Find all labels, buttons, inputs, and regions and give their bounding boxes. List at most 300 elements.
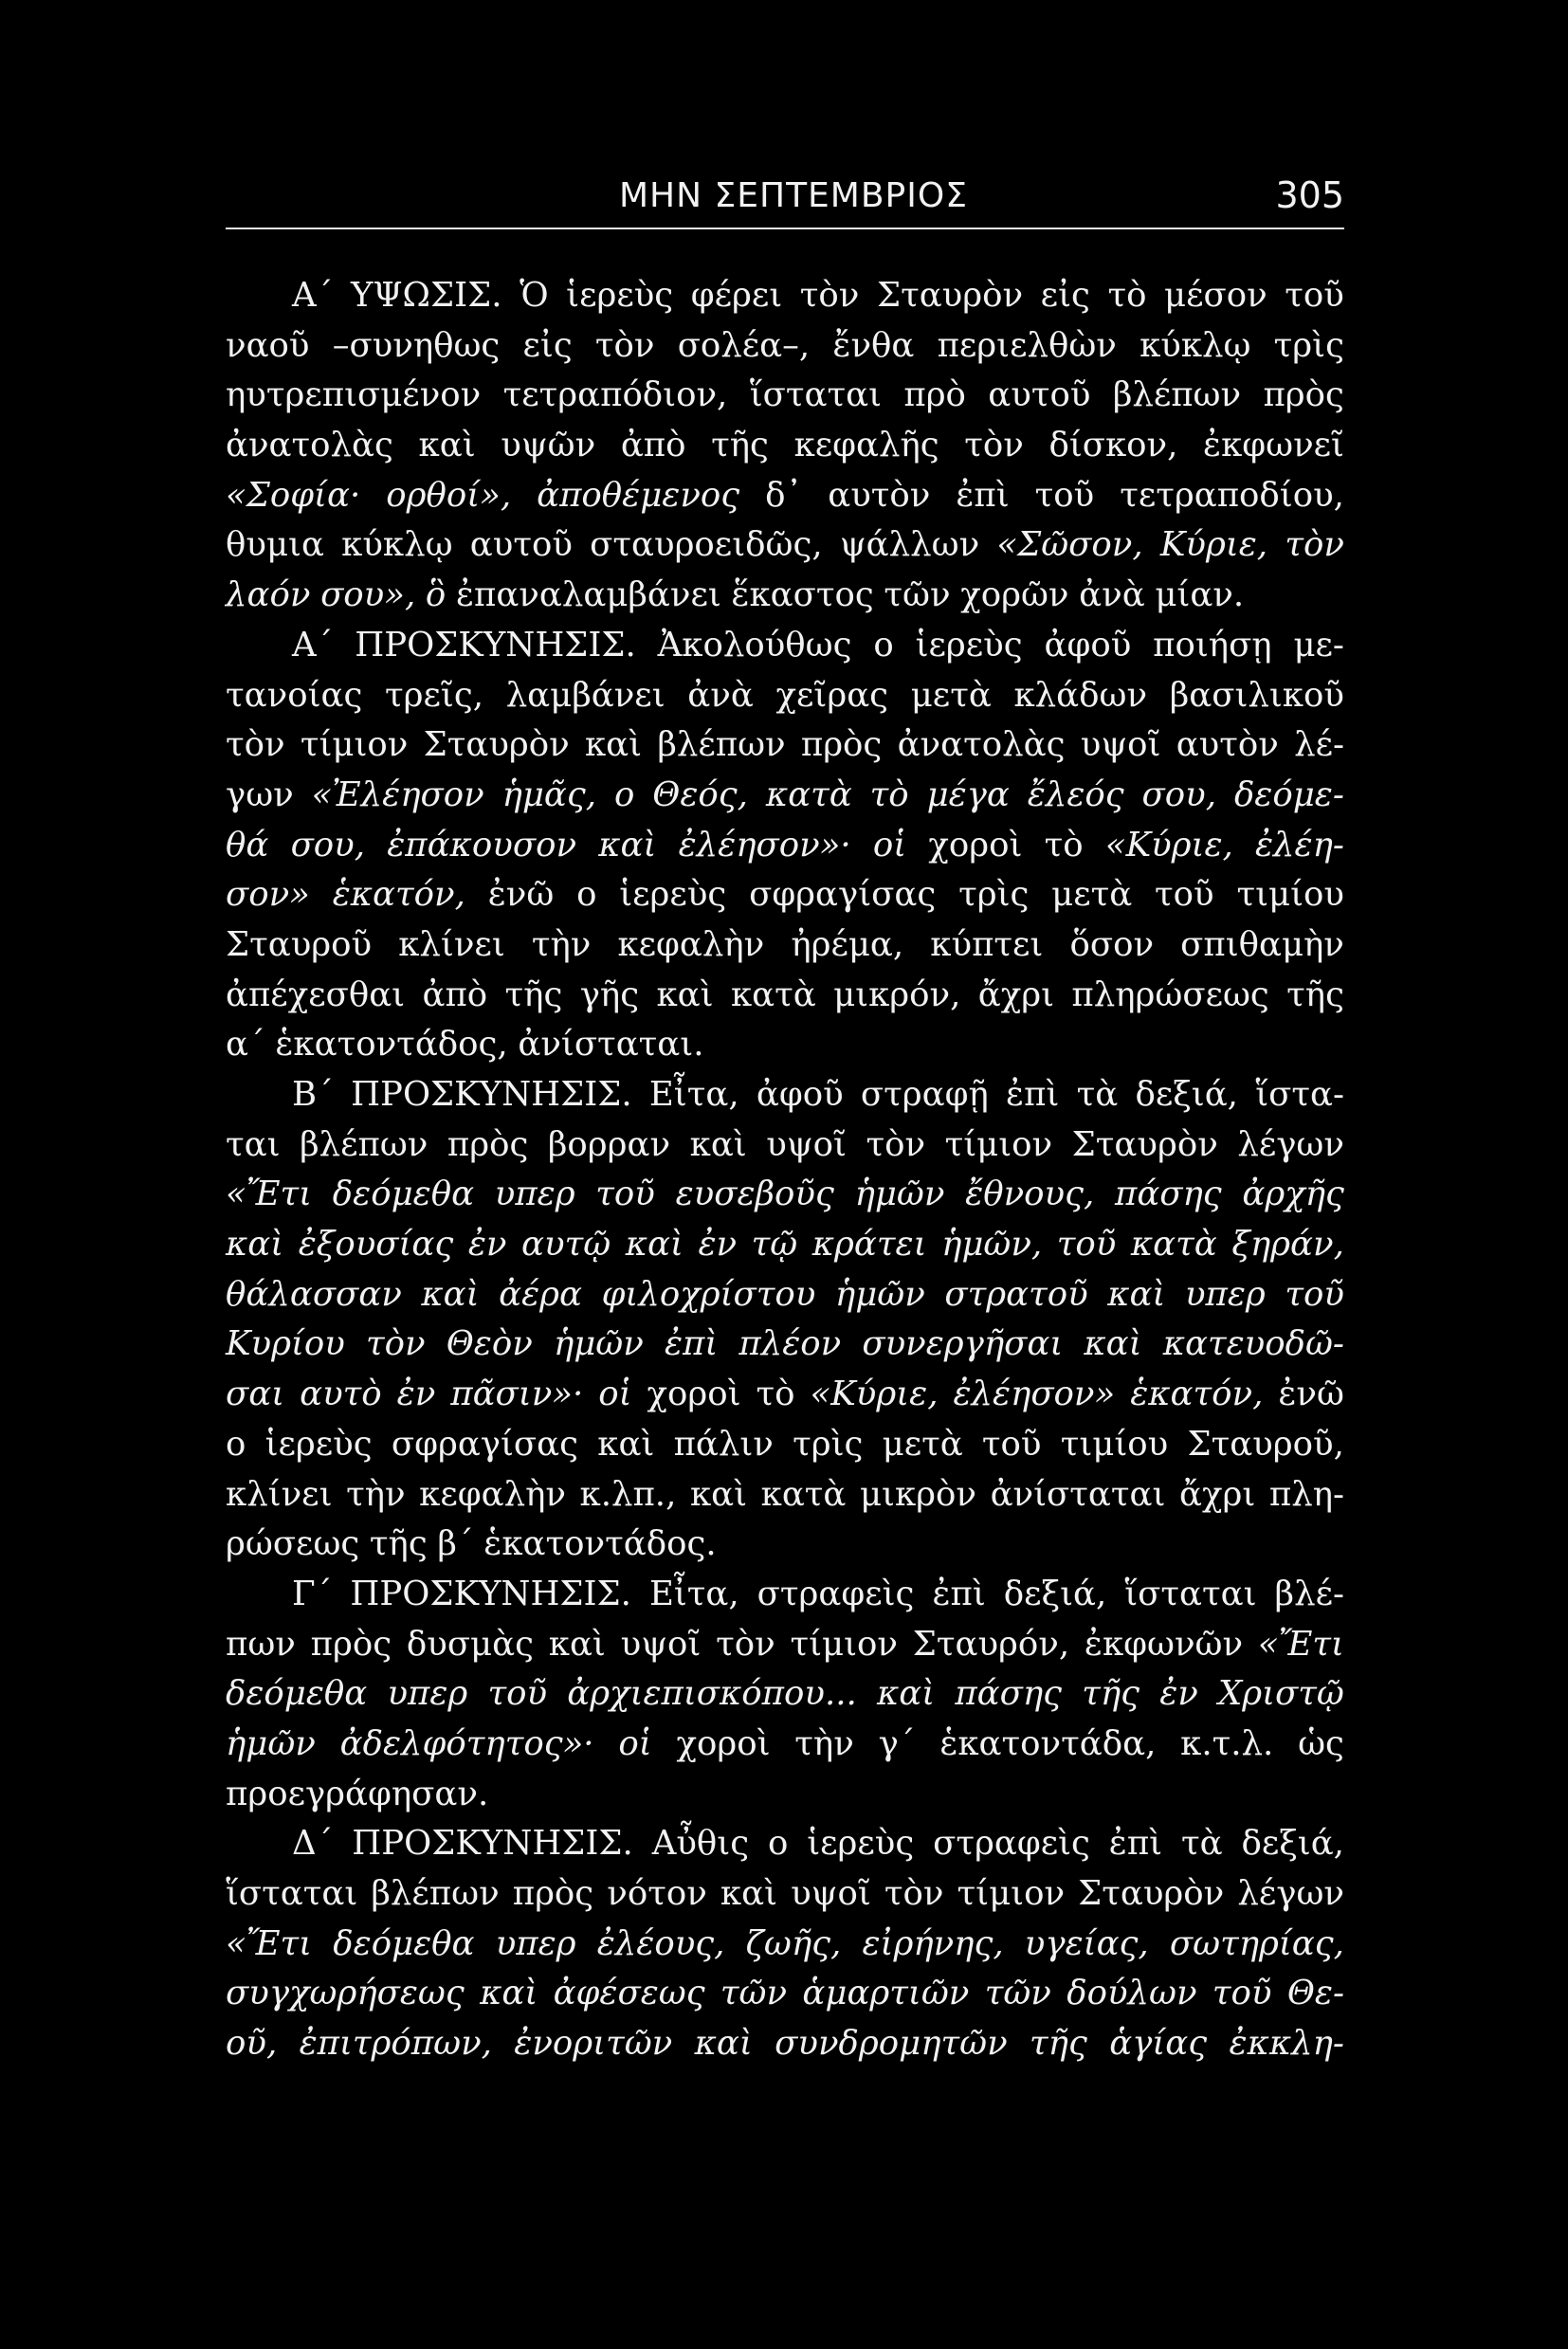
word: β΄ — [437, 1524, 474, 1564]
word: ἱερεὺς — [566, 276, 674, 315]
word: βορραν — [547, 1124, 671, 1164]
word: γων — [226, 774, 294, 814]
word: πάλιν — [673, 1424, 774, 1464]
running-title: ΜΗΝ ΣΕΠΤΕΜΒΡΙΟΣ — [619, 176, 968, 215]
word: καὶ — [226, 1225, 284, 1265]
word: ηυτρεπισμένον — [226, 375, 482, 415]
word: τὸ — [1107, 276, 1147, 315]
word: ΠΡΟΣΚΥΝΗΣΙΣ. — [352, 1824, 633, 1864]
word: ρώσεως — [226, 1524, 360, 1564]
word: υπερ — [387, 1674, 468, 1714]
word: Θε- — [1286, 1974, 1344, 2013]
word: Σταυροῦ — [226, 924, 373, 964]
text-line — [226, 771, 1344, 821]
word: σπιθαμὴν — [1180, 924, 1344, 964]
text-line — [226, 1170, 1344, 1220]
word: ἐλέησον» — [953, 1375, 1116, 1414]
word: τοῦ — [1285, 276, 1344, 315]
word: ἐπὶ — [1006, 1075, 1060, 1114]
word: καὶ — [625, 1225, 684, 1265]
word: τοῦ — [487, 1674, 548, 1714]
word: Σταυροῦ, — [1187, 1424, 1344, 1464]
word: εἰρήνης, — [862, 1923, 1004, 1963]
word: βλέπων — [657, 725, 786, 765]
word: τιμίου — [1060, 1424, 1169, 1464]
text-line — [226, 1020, 1344, 1070]
word: βασιλικοῦ — [1169, 675, 1344, 715]
word: «Σῶσον, — [996, 525, 1143, 565]
word: οῦ, — [226, 2024, 278, 2064]
word: ἑκατοντάδος, — [275, 1025, 508, 1065]
word: τῷ — [751, 1225, 798, 1265]
word: ἠρέμα, — [791, 924, 904, 964]
word: δεόμεθα — [226, 1674, 368, 1714]
word: ἐν — [467, 1225, 507, 1265]
word: τοῦ — [1034, 475, 1095, 515]
word: Α΄ — [292, 276, 334, 315]
word: ἡμῶν — [226, 1723, 316, 1763]
word: θάλασσαν — [226, 1274, 402, 1314]
word: ἐν — [396, 1375, 436, 1414]
word: καὶ — [689, 1474, 748, 1514]
word: φιλοχρίστου — [601, 1274, 816, 1314]
word: κύπτει — [930, 924, 1044, 964]
word: πρὸ — [903, 375, 966, 415]
word: γῆς — [579, 974, 640, 1014]
text-line — [226, 371, 1344, 421]
word: κατὰ — [730, 974, 816, 1014]
word: Δ΄ — [292, 1824, 334, 1864]
word: καὶ — [720, 1874, 777, 1913]
word: βλέπων — [300, 1124, 428, 1164]
word: σαι — [226, 1375, 285, 1414]
word: σταυροειδῶς, — [590, 525, 823, 565]
body-text — [226, 271, 1344, 2069]
word: δ᾽ — [765, 475, 803, 515]
word: ἐπὶ — [1108, 1824, 1163, 1864]
word: συνδρομητῶν — [775, 2024, 1008, 2064]
word: κεφαλὴν — [419, 1474, 566, 1514]
word: τῆς — [1286, 974, 1344, 1014]
word: μετὰ — [1051, 875, 1133, 915]
word: τὸν — [716, 1624, 775, 1664]
text-line — [226, 271, 1344, 321]
text-line — [226, 1969, 1344, 2019]
text-line — [226, 1470, 1344, 1520]
text-line — [226, 1370, 1344, 1420]
word: ναοῦ — [226, 325, 310, 365]
word: ξηράν, — [1231, 1225, 1344, 1265]
word: καὶ — [1084, 1324, 1142, 1364]
word: δεόμεθα — [333, 1923, 475, 1963]
text-line — [226, 1270, 1344, 1320]
text-line — [226, 2019, 1344, 2069]
word: δεξιά, — [1135, 1075, 1238, 1114]
word: στραφεὶς — [933, 1824, 1090, 1864]
text-line — [226, 1320, 1344, 1370]
word: ἐλέη- — [1255, 825, 1344, 865]
text-line — [226, 1570, 1344, 1620]
word: «Ἐλέησον — [311, 774, 484, 814]
word: ἀρχῆς — [1242, 1174, 1344, 1214]
word: τῶν — [984, 1974, 1051, 2013]
word: ἀνατολὰς — [226, 426, 393, 465]
word: τῶν — [884, 575, 951, 615]
word: ζωῆς, — [745, 1923, 842, 1963]
word: πρὸς — [800, 725, 883, 765]
word: τρεῖς, — [385, 675, 484, 715]
word: τὴν — [794, 1723, 854, 1763]
word: ο — [767, 1824, 789, 1864]
word: τῆς — [504, 974, 563, 1014]
word: πλέον — [738, 1324, 842, 1364]
word: δεόμε- — [1233, 774, 1344, 814]
word: καὶ — [1107, 1274, 1166, 1314]
word: τρὶς — [793, 1424, 864, 1464]
word: κατὰ — [1130, 1225, 1217, 1265]
word: καὶ — [694, 2024, 753, 2064]
word: σφραγίσας — [391, 1424, 579, 1464]
word: ἀφέσεως — [553, 1974, 705, 2013]
text-line — [226, 520, 1344, 571]
text-line — [226, 621, 1344, 671]
word: στρατοῦ — [944, 1274, 1088, 1314]
word: ἑκατοντάδα, — [939, 1723, 1157, 1763]
word: ο — [613, 774, 635, 814]
word: ἐξουσίας — [298, 1225, 454, 1265]
word: ἐλέους, — [596, 1923, 725, 1963]
word: τίμιον — [790, 1624, 898, 1664]
word: σου», — [320, 575, 416, 615]
word: δυσμὰς — [406, 1624, 534, 1664]
word: θά — [226, 825, 269, 865]
word: ἀποθέμενος — [537, 475, 740, 515]
word: Σταυρόν, — [912, 1624, 1070, 1664]
word: τὸ — [756, 1375, 795, 1414]
word: τῆς — [711, 426, 769, 465]
word: τὸν — [866, 1124, 926, 1164]
word: Εἶτα, — [648, 1574, 739, 1613]
word: τὸν — [884, 1874, 944, 1913]
word: Θεὸν — [446, 1324, 533, 1364]
word: –συνηθως — [332, 325, 501, 365]
word: δεόμεθα — [332, 1174, 475, 1214]
word: Αὖθις — [651, 1824, 750, 1864]
word: υπερ — [1184, 1274, 1266, 1314]
word: κύκλῳ — [341, 525, 453, 565]
text-line — [226, 421, 1344, 471]
word: σωτηρίας, — [1169, 1923, 1344, 1963]
word: τῆς — [1030, 2024, 1087, 2064]
text-line — [226, 321, 1344, 372]
word: φέρει — [690, 276, 783, 315]
word: ἔλεός — [1027, 774, 1124, 814]
word: με- — [1293, 625, 1344, 665]
word: ἀέρα — [499, 1274, 583, 1314]
word: βλέπων — [1112, 375, 1242, 415]
word: τῆς — [1082, 1674, 1140, 1714]
word: τῆς — [369, 1524, 428, 1564]
word: αυτοῦ — [469, 525, 573, 565]
word: καὶ — [598, 825, 657, 865]
word: μετὰ — [910, 675, 992, 715]
book-page — [226, 171, 1344, 2069]
word: τὸν — [1285, 525, 1344, 565]
text-line — [226, 571, 1344, 621]
word: ΠΡΟΣΚΥΝΗΣΙΣ. — [351, 1075, 632, 1114]
word: αυτὸν — [1176, 725, 1279, 765]
word: χοροὶ — [647, 1375, 741, 1414]
word: τὸ — [869, 774, 909, 814]
word: χοροὶ — [676, 1723, 771, 1763]
word: ἁμαρτιῶν — [802, 1974, 970, 2013]
word: καὶ — [656, 974, 714, 1014]
word: νότον — [607, 1874, 707, 1913]
word: πᾶσιν»· — [450, 1375, 584, 1414]
word: ἡμῶν — [834, 1274, 925, 1314]
word: τῶν — [720, 1974, 788, 2013]
word: καὶ — [480, 1974, 538, 2013]
word: ἵσταται — [1124, 1574, 1257, 1613]
word: αυτῷ — [521, 1225, 611, 1265]
word: δίσκον, — [1048, 426, 1178, 465]
word: σου, — [290, 825, 366, 865]
word: δεξιά, — [1003, 1574, 1107, 1613]
word: συνεργῆσαι — [862, 1324, 1064, 1364]
word: ψάλλων — [839, 525, 980, 565]
word: πάσης — [1114, 1174, 1222, 1214]
word: τὸν — [594, 325, 655, 365]
word: ἀπὸ — [620, 426, 686, 465]
word: ἐπὶ — [956, 475, 1010, 515]
word: «Ἔτι — [1257, 1624, 1344, 1664]
word: ἐκφωνεῖ — [1203, 426, 1344, 465]
word: ἀνίσταται — [990, 1474, 1166, 1514]
word: λέγων — [1237, 1874, 1344, 1913]
word: υπερ — [494, 1174, 575, 1214]
word: βλέ- — [1274, 1574, 1344, 1613]
word: ἀνατολὰς — [897, 725, 1066, 765]
word: ται — [226, 1124, 281, 1164]
word: ἐπαναλαμβάνει — [455, 575, 721, 615]
word: πλη- — [1268, 1474, 1344, 1514]
word: ἑκατοντάδος. — [483, 1524, 717, 1564]
word: Κύριε, — [1159, 525, 1268, 565]
word: κατὰ — [760, 1474, 847, 1514]
text-line — [226, 1420, 1344, 1470]
word: καὶ — [418, 426, 476, 465]
word: καὶ — [689, 1124, 747, 1164]
word: πρὸς — [512, 1874, 594, 1913]
running-head — [226, 171, 1344, 229]
word: πάσης — [955, 1674, 1063, 1714]
word: Χριστῷ — [1218, 1674, 1344, 1714]
word: ἐκκλη- — [1229, 2024, 1344, 2064]
text-line — [226, 870, 1344, 920]
word: υψῶν — [501, 426, 596, 465]
word: τανοίας — [226, 675, 363, 715]
word: Εἶτα, — [648, 1075, 739, 1114]
word: Σταυρὸν — [423, 725, 570, 765]
word: ἀρχιεπισκόπου... — [567, 1674, 857, 1714]
word: κ.λπ., — [579, 1474, 677, 1514]
word: λαόν — [226, 575, 311, 615]
word: σον» — [226, 875, 310, 915]
word: καὶ — [421, 1274, 480, 1314]
word: ευσεβοῦς — [675, 1174, 834, 1214]
text-line — [226, 1220, 1344, 1270]
word: «Κύριε, — [1104, 825, 1233, 865]
text-line — [226, 720, 1344, 771]
text-line — [226, 1770, 1344, 1820]
page-number: 305 — [1275, 174, 1344, 216]
word: καὶ — [584, 725, 643, 765]
word: τίμιον — [957, 1874, 1066, 1913]
word: ἡμῶν — [854, 1174, 945, 1214]
text-line — [226, 1520, 1344, 1570]
word: ποιήσῃ — [1153, 625, 1272, 665]
word: τίμιον — [300, 725, 409, 765]
word: μίαν. — [1155, 575, 1245, 615]
word: δούλων — [1067, 1974, 1197, 2013]
word: τοῦ — [1212, 1974, 1272, 2013]
word: ἀνὰ — [687, 675, 754, 715]
text-line — [226, 1070, 1344, 1120]
word: ΥΨΩΣΙΣ. — [350, 276, 502, 315]
word: προεγράφησαν. — [226, 1774, 489, 1813]
text-line — [226, 971, 1344, 1021]
word: χεῖρας — [775, 675, 889, 715]
word: ἐνῶ — [487, 875, 555, 915]
word: Κυρίου — [226, 1324, 345, 1364]
text-line — [226, 1620, 1344, 1670]
word: ἐκφωνῶν — [1084, 1624, 1244, 1664]
word: τὸν — [365, 1324, 426, 1364]
word: τετραποδίου, — [1120, 475, 1344, 515]
word: τοῦ — [1056, 1225, 1117, 1265]
word: ἐπὶ — [664, 1324, 719, 1364]
word: Ἀκολούθως — [657, 625, 852, 665]
word: μικρόν, — [833, 974, 961, 1014]
word: Β΄ — [292, 1075, 334, 1114]
word: τοῦ — [981, 1424, 1042, 1464]
word: οἱ — [598, 1375, 632, 1414]
word: «Σοφία· — [226, 475, 361, 515]
word: ἵσταται — [749, 375, 882, 415]
word: τὰ — [1180, 1824, 1223, 1864]
word: ορθοί», — [386, 475, 512, 515]
word: ἀπὸ — [422, 974, 488, 1014]
text-line — [226, 1720, 1344, 1770]
word: μέγα — [926, 774, 1010, 814]
word: ἀνίσταται. — [518, 1025, 704, 1065]
word: ἑκατόν, — [332, 875, 465, 915]
word: ο — [576, 875, 597, 915]
word: «Ἔτι — [226, 1174, 313, 1214]
word: υψοῖ — [1080, 725, 1161, 765]
word: οἱ — [618, 1723, 652, 1763]
word: λέγων — [1237, 1124, 1344, 1164]
word: Ὁ — [520, 276, 549, 315]
word: δεξιά, — [1241, 1824, 1344, 1864]
word: σφραγίσας — [749, 875, 937, 915]
word: τοῦ — [1285, 1274, 1344, 1314]
text-line — [226, 471, 1344, 521]
word: ἐπὶ — [932, 1574, 986, 1613]
word: καὶ — [597, 1424, 655, 1464]
word: μετὰ — [882, 1424, 963, 1464]
word: ἀνὰ — [1079, 575, 1145, 615]
word: οἱ — [872, 825, 907, 865]
word: υψοῖ — [791, 1874, 871, 1913]
word: Σταυρὸν — [1078, 1874, 1225, 1913]
text-line — [226, 1920, 1344, 1970]
word: τρὶς — [958, 875, 1030, 915]
word: κύκλῳ — [1140, 325, 1251, 365]
word: εἰς — [522, 325, 573, 365]
word: κεφαλὴν — [617, 924, 765, 964]
word: ἡμῶν — [553, 1324, 644, 1364]
word: ἵσταται — [226, 1874, 358, 1913]
word: κράτει — [811, 1225, 927, 1265]
word: ο — [873, 625, 894, 665]
word: υπερ — [495, 1923, 576, 1963]
word: πρὸς — [447, 1124, 529, 1164]
word: τὸν — [799, 276, 860, 315]
word: κλίνει — [398, 924, 505, 964]
word: ἡμᾶς, — [501, 774, 597, 814]
word: βλέπων — [371, 1874, 500, 1913]
word: ἀπέχεσθαι — [226, 974, 406, 1014]
word: ΠΡΟΣΚΥΝΗΣΙΣ. — [355, 625, 636, 665]
word: συγχωρήσεως — [226, 1974, 465, 2013]
word: περιελθὼν — [937, 325, 1117, 365]
word: ἐπάκουσον — [387, 825, 577, 865]
word: Σταυρὸν — [1071, 1124, 1218, 1164]
word: εἰς — [1040, 276, 1090, 315]
word: τιμίου — [1236, 875, 1344, 915]
word: Α΄ — [292, 625, 334, 665]
word: «Κύριε, — [810, 1375, 939, 1414]
word: τὴν — [531, 924, 592, 964]
word: χοροὶ — [928, 825, 1023, 865]
word: ὃ — [425, 575, 447, 615]
text-line — [226, 821, 1344, 871]
word: στραφεὶς — [757, 1574, 915, 1613]
word: γ΄ — [878, 1723, 916, 1763]
word: ἄχρι — [977, 974, 1055, 1014]
word: ἱερεὺς — [619, 875, 727, 915]
word: ἱερεὺς — [264, 1424, 373, 1464]
word: πων — [226, 1624, 296, 1664]
word: ΠΡΟΣΚΥΝΗΣΙΣ. — [350, 1574, 631, 1613]
word: τὰ — [1076, 1075, 1119, 1114]
word: ἀφοῦ — [1044, 625, 1132, 665]
word: ἐνῶ — [1278, 1375, 1344, 1414]
word: μέσον — [1164, 276, 1267, 315]
word: ἐνοριτῶν — [514, 2024, 673, 2064]
word: κλίνει — [226, 1474, 333, 1514]
word: τὴν — [346, 1474, 406, 1514]
word: ἔνθα — [832, 325, 915, 365]
word: Θεός, — [652, 774, 748, 814]
text-line — [226, 1869, 1344, 1920]
word: ἕκαστος — [731, 575, 874, 615]
word: καὶ — [548, 1624, 606, 1664]
word: κ.τ.λ. — [1180, 1723, 1274, 1763]
word: πρὸς — [310, 1624, 392, 1664]
text-line — [226, 1669, 1344, 1720]
